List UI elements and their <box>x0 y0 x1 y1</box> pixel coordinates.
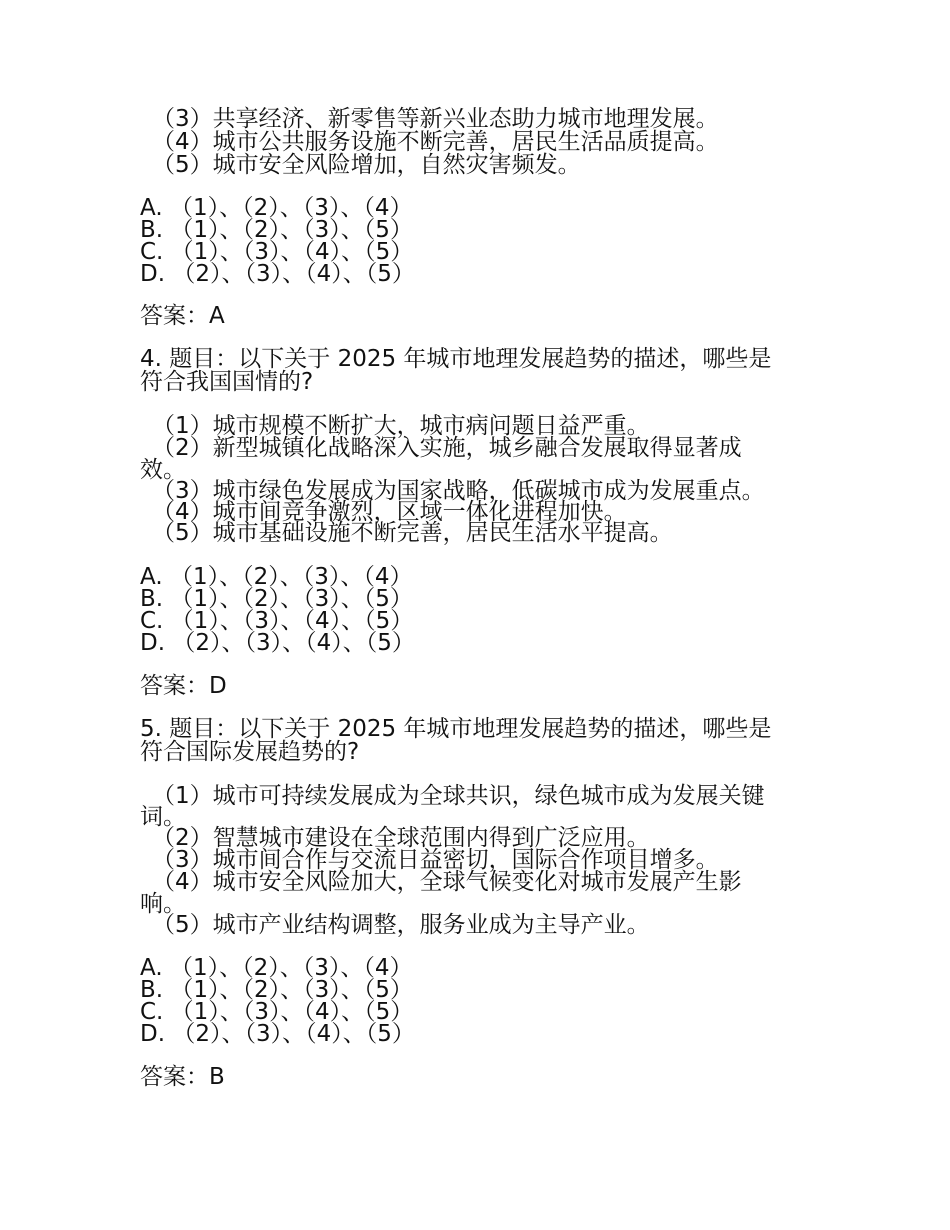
question-4-title-cont: 符合我国国情的? <box>140 369 314 395</box>
answer: 答案：B <box>140 1064 225 1090</box>
answer: 答案：A <box>140 303 225 329</box>
option-b: B. （1）、（2）、（3）、（5） <box>140 977 413 1003</box>
statement-5: （5）城市产业结构调整，服务业成为主导产业。 <box>152 912 650 938</box>
option-c: C. （1）、（3）、（4）、（5） <box>140 608 414 634</box>
statement-2: （2）新型城镇化战略深入实施，城乡融合发展取得显著成 <box>152 435 742 461</box>
statement-1: （1）城市可持续发展成为全球共识，绿色城市成为发展关键 <box>152 783 765 809</box>
statement-3: （3）共享经济、新零售等新兴业态助力城市地理发展。 <box>152 106 719 132</box>
question-5-title-cont: 符合国际发展趋势的? <box>140 739 360 765</box>
statement-2-cont: 效。 <box>140 457 186 483</box>
option-c: C. （1）、（3）、（4）、（5） <box>140 999 414 1025</box>
option-a: A. （1）、（2）、（3）、（4） <box>140 955 413 981</box>
option-d: D. （2）、（3）、（4）、（5） <box>140 630 415 656</box>
option-d: D. （2）、（3）、（4）、（5） <box>140 1021 415 1047</box>
statement-3: （3）城市间合作与交流日益密切，国际合作项目增多。 <box>152 847 719 873</box>
statement-4: （4）城市安全风险加大，全球气候变化对城市发展产生影 <box>152 869 742 895</box>
question-4-title: 4. 题目：以下关于 2025 年城市地理发展趋势的描述，哪些是 <box>140 346 772 372</box>
question-5-title: 5. 题目：以下关于 2025 年城市地理发展趋势的描述，哪些是 <box>140 716 772 742</box>
statement-2: （2）智慧城市建设在全球范围内得到广泛应用。 <box>152 825 650 851</box>
statement-1-cont: 词。 <box>140 804 186 830</box>
statement-5: （5）城市安全风险增加，自然灾害频发。 <box>152 152 581 178</box>
option-b: B. （1）、（2）、（3）、（5） <box>140 586 413 612</box>
answer: 答案：D <box>140 673 227 699</box>
statement-5: （5）城市基础设施不断完善，居民生活水平提高。 <box>152 520 673 546</box>
statement-4: （4）城市公共服务设施不断完善，居民生活品质提高。 <box>152 129 719 155</box>
statement-3: （3）城市绿色发展成为国家战略，低碳城市成为发展重点。 <box>152 478 765 504</box>
option-a: A. （1）、（2）、（3）、（4） <box>140 564 413 590</box>
option-c: C. （1）、（3）、（4）、（5） <box>140 239 414 265</box>
option-b: B. （1）、（2）、（3）、（5） <box>140 217 413 243</box>
option-d: D. （2）、（3）、（4）、（5） <box>140 261 415 287</box>
statement-4: （4）城市间竞争激烈，区域一体化进程加快。 <box>152 499 627 525</box>
option-a: A. （1）、（2）、（3）、（4） <box>140 195 413 221</box>
statement-4-cont: 响。 <box>140 891 186 917</box>
statement-1: （1）城市规模不断扩大，城市病问题日益严重。 <box>152 413 650 439</box>
